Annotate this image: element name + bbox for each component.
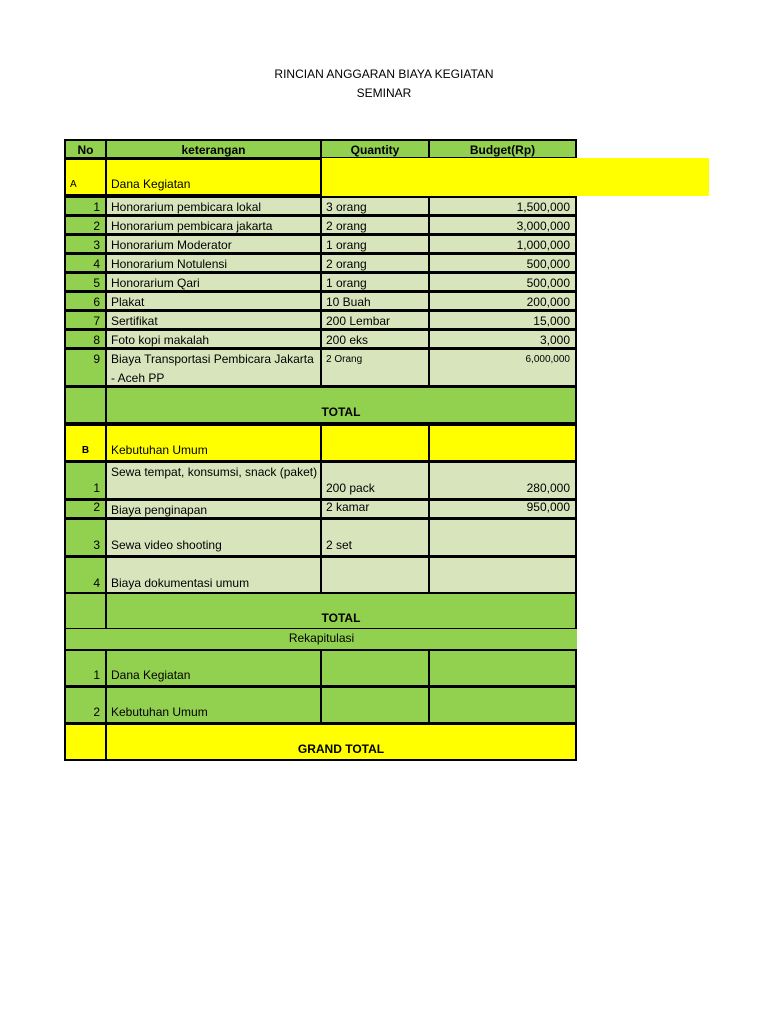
row-keterangan: Biaya penginapan xyxy=(105,499,322,519)
row-number: 7 xyxy=(64,310,107,330)
row-quantity: 2 Orang xyxy=(320,348,430,387)
rekap-row-qty xyxy=(320,686,430,724)
row-budget xyxy=(428,518,577,557)
row-quantity: 2 orang xyxy=(320,253,430,273)
section-b-total: TOTAL xyxy=(105,592,577,630)
rekap-row-number: 1 xyxy=(64,649,107,687)
rekap-row-budget xyxy=(428,649,577,687)
row-quantity: 2 kamar xyxy=(320,499,430,519)
row-budget: 500,000 xyxy=(428,253,577,273)
section-b-label: Kebutuhan Umum xyxy=(105,424,322,462)
row-budget xyxy=(428,556,577,595)
row-quantity: 10 Buah xyxy=(320,291,430,311)
row-number: 8 xyxy=(64,329,107,349)
row-budget: 1,500,000 xyxy=(428,196,577,216)
row-budget: 500,000 xyxy=(428,272,577,292)
row-budget: 15,000 xyxy=(428,310,577,330)
row-budget: 1,000,000 xyxy=(428,234,577,254)
row-keterangan: Sewa tempat, konsumsi, snack (paket) xyxy=(105,461,322,500)
row-quantity: 200 eks xyxy=(320,329,430,349)
row-keterangan: Biaya Transportasi Pembicara Jakarta - Aceh PP xyxy=(105,348,322,387)
row-number: 3 xyxy=(64,234,107,254)
section-a-code: A xyxy=(64,158,107,196)
header-no: No xyxy=(64,139,107,159)
row-keterangan: Honorarium Qari xyxy=(105,272,322,292)
row-keterangan: Honorarium pembicara lokal xyxy=(105,196,322,216)
row-keterangan: Sertifikat xyxy=(105,310,322,330)
rekap-row-label: Kebutuhan Umum xyxy=(105,686,322,724)
header-keterangan: keterangan xyxy=(105,139,322,159)
row-budget: 6,000,000 xyxy=(428,348,577,387)
row-number: 1 xyxy=(64,461,107,500)
row-budget: 3,000 xyxy=(428,329,577,349)
row-number: 4 xyxy=(64,556,107,595)
row-number: 2 xyxy=(64,215,107,235)
row-number: 1 xyxy=(64,196,107,216)
row-keterangan: Biaya dokumentasi umum xyxy=(105,556,322,595)
row-budget: 950,000 xyxy=(428,499,577,519)
total-b-no-cell xyxy=(64,592,107,630)
rekap-title: Rekapitulasi xyxy=(64,629,577,650)
total-a-no-cell xyxy=(64,386,107,424)
row-keterangan: Sewa video shooting xyxy=(105,518,322,557)
row-keterangan: Honorarium pembicara jakarta xyxy=(105,215,322,235)
row-quantity: 2 orang xyxy=(320,215,430,235)
row-number: 9 xyxy=(64,348,107,387)
section-b-code: B xyxy=(64,424,107,462)
grand-total: GRAND TOTAL xyxy=(105,723,577,761)
section-a-highlight xyxy=(320,158,709,196)
row-quantity xyxy=(320,556,430,595)
row-quantity: 1 orang xyxy=(320,272,430,292)
row-keterangan: Honorarium Moderator xyxy=(105,234,322,254)
section-b-qty-cell xyxy=(320,424,430,462)
header-budget: Budget(Rp) xyxy=(428,139,577,159)
row-keterangan: Plakat xyxy=(105,291,322,311)
rekap-row-qty xyxy=(320,649,430,687)
row-quantity: 200 Lembar xyxy=(320,310,430,330)
row-quantity: 3 orang xyxy=(320,196,430,216)
row-budget: 280,000 xyxy=(428,461,577,500)
rekap-row-budget xyxy=(428,686,577,724)
rekap-row-number: 2 xyxy=(64,686,107,724)
row-budget: 200,000 xyxy=(428,291,577,311)
rekap-row-label: Dana Kegiatan xyxy=(105,649,322,687)
row-keterangan: Foto kopi makalah xyxy=(105,329,322,349)
header-quantity: Quantity xyxy=(320,139,430,159)
document-title: RINCIAN ANGGARAN BIAYA KEGIATAN xyxy=(274,67,494,81)
document-subtitle: SEMINAR xyxy=(356,86,412,100)
section-a-label: Dana Kegiatan xyxy=(105,158,322,196)
row-budget: 3,000,000 xyxy=(428,215,577,235)
row-quantity: 200 pack xyxy=(320,461,430,500)
row-number: 4 xyxy=(64,253,107,273)
row-number: 2 xyxy=(64,499,107,519)
row-quantity: 1 orang xyxy=(320,234,430,254)
section-a-total: TOTAL xyxy=(105,386,577,424)
row-number: 6 xyxy=(64,291,107,311)
section-b-budget-cell xyxy=(428,424,577,462)
row-number: 3 xyxy=(64,518,107,557)
row-keterangan: Honorarium Notulensi xyxy=(105,253,322,273)
grand-total-no-cell xyxy=(64,723,107,761)
row-number: 5 xyxy=(64,272,107,292)
row-quantity: 2 set xyxy=(320,518,430,557)
